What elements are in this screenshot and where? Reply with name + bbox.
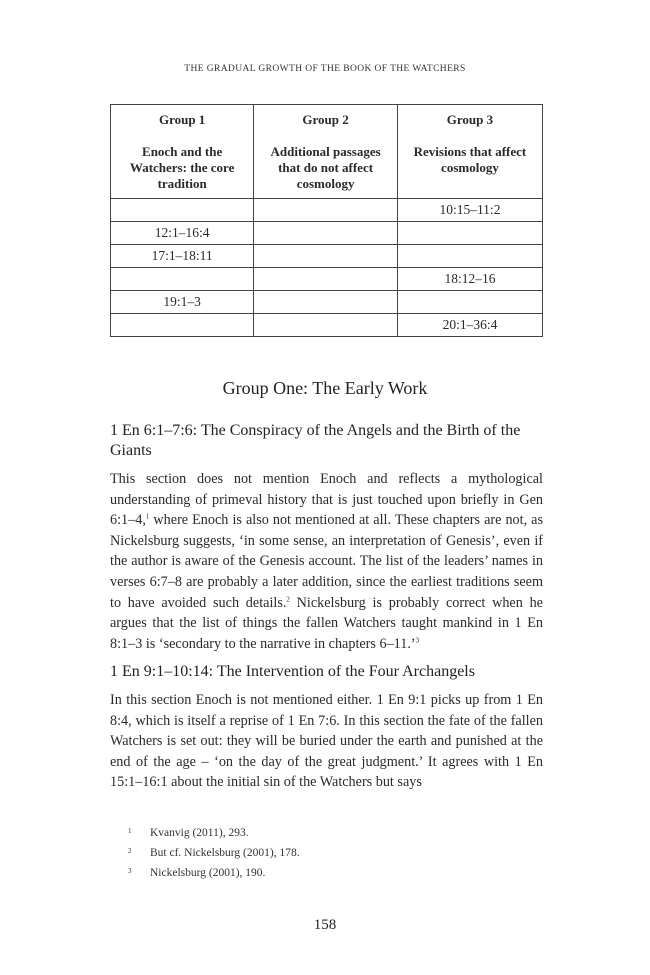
header-group-label: Group 3 [446,112,494,127]
table-row [111,291,543,314]
table-cell [254,314,398,337]
table-cell [254,222,398,245]
header-group-3 [397,105,542,199]
paragraph-2: In this section Enoch is not mentioned either. 1 En 9:1 picks up from 1 En 8:4, which is itself a reprise of 1 En 7:6. In this section the fate of the fallen Watchers is set out: they will be buried under the earth and punished at the end of the age – ‘on the day of the great judgment.’ It agrees with 1 En 15:1–16:1 about the initial sin of the Watchers but says [110,692,543,791]
table-header-row [111,105,543,199]
header-group-subtitle: Enoch and the Watchers: the core tradition [129,144,235,191]
footnotes [128,823,548,883]
paragraph-1 [110,469,543,654]
footnote-text: But cf. Nickelsburg (2001), 178. [150,847,300,859]
paragraph-text: This section does not mention Enoch and reflects a mythological understanding of primeval history that is just touched upon briefly in Gen 6:1–4, [110,471,543,529]
table-cell [397,245,542,268]
table-cell: 20:1–36:4 [397,314,542,337]
table-cell [254,268,398,291]
footnote-text: Nickelsburg (2001), 190. [150,867,266,879]
table-cell [111,268,254,291]
page-number: 158 [313,917,337,933]
running-head: THE GRADUAL GROWTH OF THE BOOK OF THE WATCHERS [184,64,466,74]
header-group-1 [111,105,254,199]
footnote-ref[interactable]: 2 [286,594,290,603]
footnote [128,843,548,863]
footnote [128,863,548,883]
table-cell: 10:15–11:2 [397,199,542,222]
subsection-title-1: 1 En 6:1–7:6: The Conspiracy of the Angels and the Birth of the Giants [110,422,521,459]
table-cell [254,291,398,314]
footnote-number: 2 [128,847,132,855]
paragraph-text: Nickelsburg is probably correct when he argues that the list of things the fallen Watchers taught mankind in 1 En 8:1–3 is ‘secondary to the narrative in chapters 6–11.’ [110,594,543,652]
table-cell [111,199,254,222]
header-group-subtitle: Additional passages that do not affect cosmology [270,144,381,191]
table-cell [111,314,254,337]
footnote-text: Kvanvig (2011), 293. [150,827,249,839]
header-group-label: Group 2 [302,112,349,127]
footnote-number: 3 [128,867,132,875]
section-title: Group One: The Early Work [222,378,428,398]
groups-table [110,104,543,337]
table-cell: 17:1–18:11 [111,245,254,268]
table-cell: 19:1–3 [111,291,254,314]
header-group-2 [254,105,398,199]
table-cell [397,222,542,245]
table-row [111,268,543,291]
footnote-number: 1 [128,827,132,835]
header-group-subtitle: Revisions that affect cosmology [413,144,527,175]
subsection-title-2: 1 En 9:1–10:14: The Intervention of the Four Archangels [110,663,475,680]
table-row [111,245,543,268]
table-row [111,314,543,337]
table-cell [254,245,398,268]
footnote [128,823,548,843]
table-cell: 12:1–16:4 [111,222,254,245]
table-cell: 18:12–16 [397,268,542,291]
table-cell [254,199,398,222]
header-group-label: Group 1 [158,112,206,127]
footnote-ref[interactable]: 1 [145,512,150,521]
paragraph-text: where Enoch is also not mentioned at all. These chapters are not, as Nickelsburg suggests, ‘in some sense, an interpretation of Genesis’, even if the author is aware of the Genesis account. The list of the leaders’ names in verses 6:7–8 are probably a later addition, since the earliest traditions seem to have avoided such details. [110,512,543,611]
table-row [111,199,543,222]
table-row [111,222,543,245]
table-cell [397,291,542,314]
footnote-ref[interactable]: 3 [415,636,420,645]
